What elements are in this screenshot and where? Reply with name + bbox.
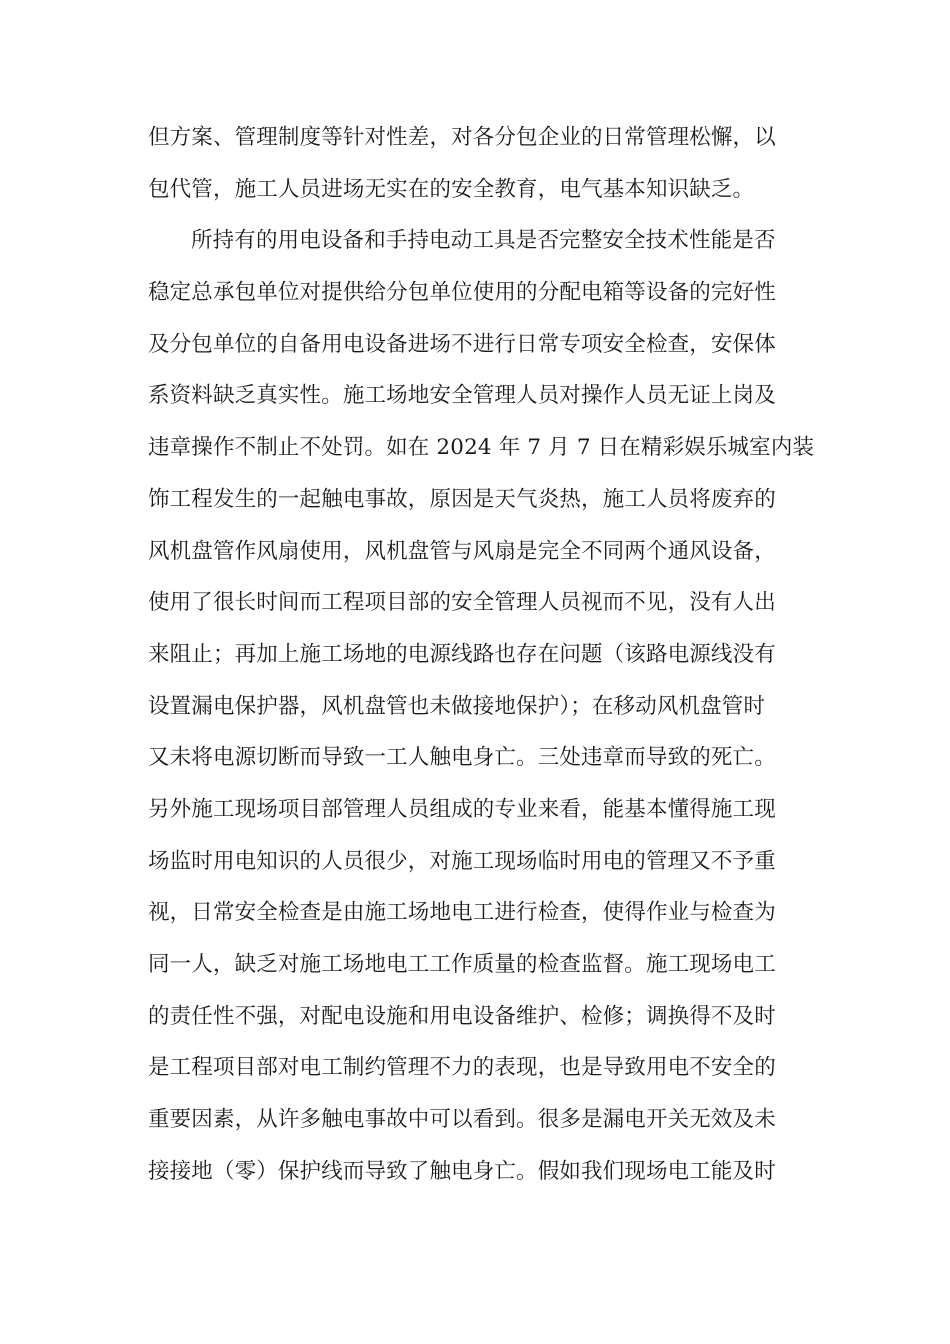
text-line: 包代管，施工人员进场无实在的安全教育，电气基本知识缺乏。	[148, 176, 755, 202]
text-line: 的责任性不强，对配电设施和用电设备维护、检修；调换得不及时	[148, 1003, 776, 1029]
text-line: 及分包单位的自备用电设备进场不进行日常专项安全检查，安保体	[148, 331, 776, 357]
text-line: 风机盘管作风扇使用，风机盘管与风扇是完全不同两个通风设备，	[148, 538, 776, 564]
text-line: 场监时用电知识的人员很少，对施工现场临时用电的管理又不予重	[148, 848, 776, 874]
text-line: 视，日常安全检查是由施工场地电工进行检查，使得作业与检查为	[148, 900, 776, 926]
text-line: 稳定总承包单位对提供给分包单位使用的分配电箱等设备的完好性	[148, 280, 776, 306]
text-line: 设置漏电保护器，风机盘管也未做接地保护）；在移动风机盘管时	[148, 693, 766, 719]
text-line: 又未将电源切断而导致一工人触电身亡。三处违章而导致的死亡。	[148, 745, 776, 771]
text-line: 饰工程发生的一起触电事故，原因是天气炎热，施工人员将废弃的	[148, 486, 776, 512]
text-line: 接接地（零）保护线而导致了触电身亡。假如我们现场电工能及时	[148, 1158, 776, 1184]
body-text	[148, 116, 815, 1201]
text-line: 另外施工现场项目部管理人员组成的专业来看，能基本懂得施工现	[148, 796, 776, 822]
text-line: 来阻止；再加上施工场地的电源线路也存在问题（该路电源线没有	[148, 641, 776, 667]
text-line: 系资料缺乏真实性。施工场地安全管理人员对操作人员无证上岗及	[148, 383, 776, 409]
text-line: 使用了很长时间而工程项目部的安全管理人员视而不见，没有人出	[148, 590, 776, 616]
text-line: 但方案、管理制度等针对性差，对各分包企业的日常管理松懈，以	[148, 125, 776, 150]
text-line: 是工程项目部对电工制约管理不力的表现，也是导致用电不安全的	[148, 1055, 776, 1081]
text-line: 违章操作不制止不处罚。如在 2024 年 7 月 7 日在精彩娱乐城室内装	[148, 435, 815, 461]
paragraph-first-line: 所持有的用电设备和手持电动工具是否完整安全技术性能是否	[191, 228, 776, 254]
text-line: 同一人，缺乏对施工场地电工工作质量的检查监督。施工现场电工	[148, 952, 776, 977]
text-line: 重要因素，从许多触电事故中可以看到。很多是漏电开关无效及未	[148, 1107, 776, 1133]
